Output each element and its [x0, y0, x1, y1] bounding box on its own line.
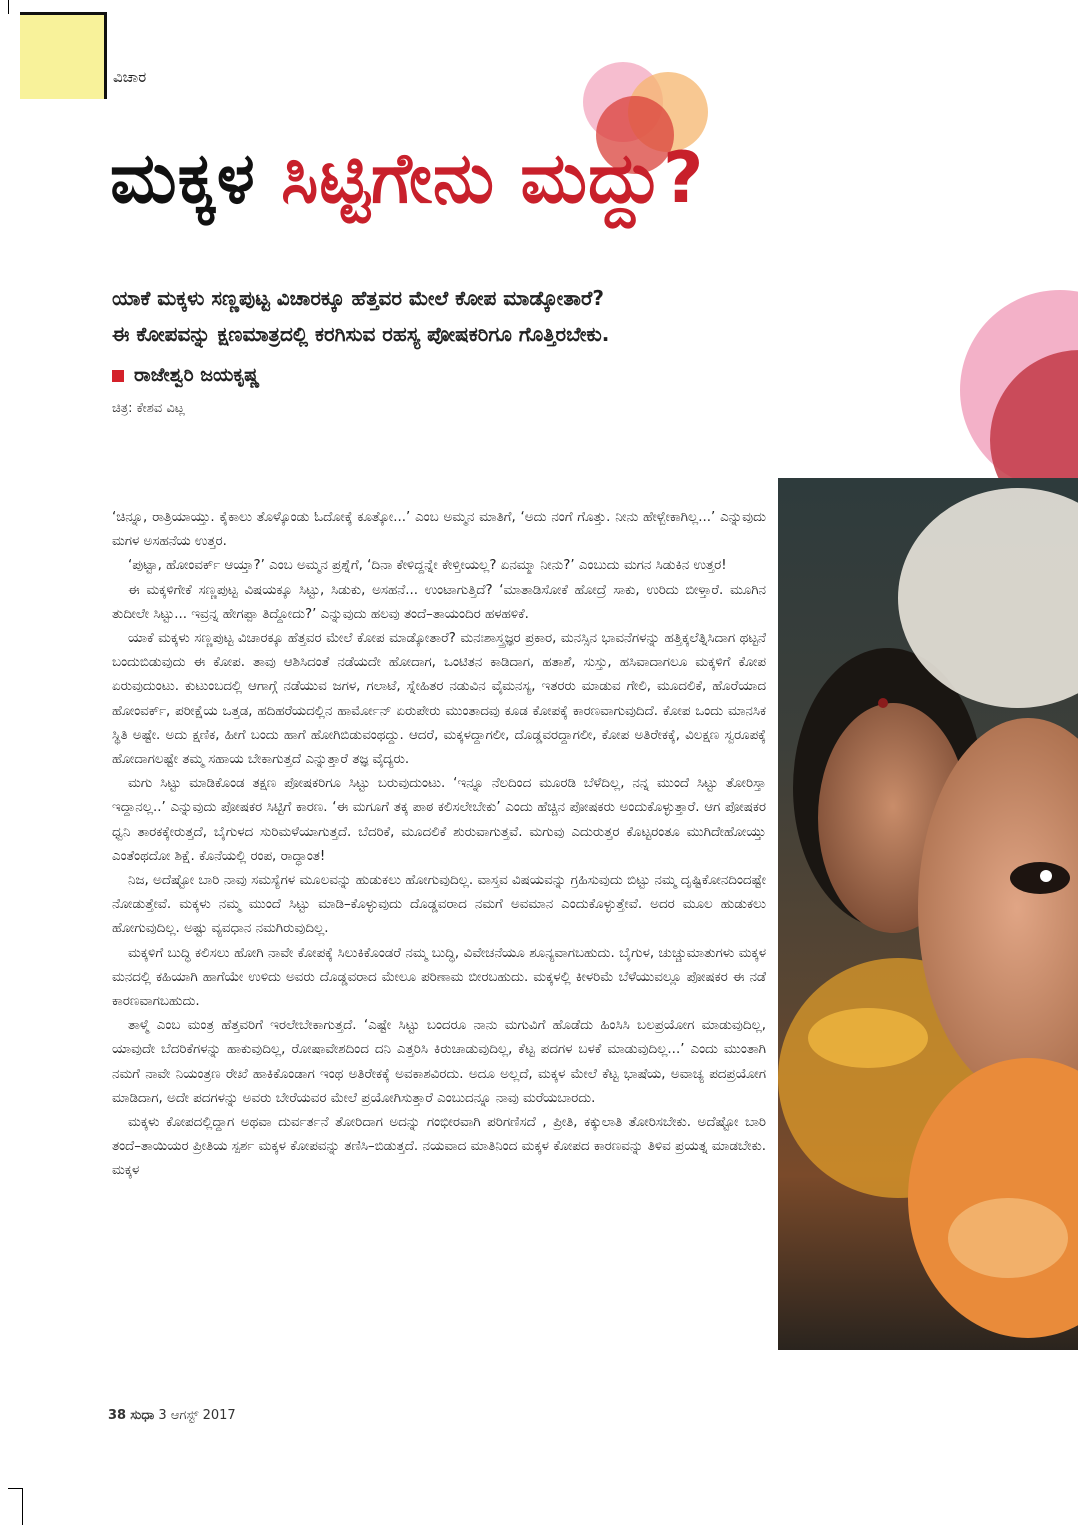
paragraph: ನಿಜ, ಅದೆಷ್ಟೋ ಬಾರಿ ನಾವು ಸಮಸ್ಯೆಗಳ ಮೂಲವನ್ನು ಹುಡುಕಲು ಹೋಗುವುದಿಲ್ಲ. ವಾಸ್ತವ ವಿಷಯವನ್ನು ಗ್ರಹಿಸುವುದು ಬಿಟ್ಟು ನಮ್ಮ ದೃಷ್ಟಿಕೋನದಿಂದಷ್ಟೇ ನೋಡುತ್ತೇವೆ. ಮಕ್ಕಳು ನಮ್ಮ ಮುಂದೆ ಸಿಟ್ಟು ಮಾಡಿ–ಕೊಳ್ಳುವುದು ದೊಡ್ಡವರಾದ ನಮಗೆ ಅವಮಾನ ಎಂದುಕೊಳ್ಳುತ್ತೇವೆ. ಅದರ ಮೂಲ ಹುಡುಕಲು ಹೋಗುವುದಿಲ್ಲ. ಅಷ್ಟು ವ್ಯವಧಾನ ನಮಗಿರುವುದಿಲ್ಲ. — [112, 873, 766, 937]
paragraph: ತಾಳ್ಮೆ ಎಂಬ ಮಂತ್ರ ಹೆತ್ತವರಿಗೆ ಇರಲೇಬೇಕಾಗುತ್ತದೆ. ‘ಎಷ್ಟೇ ಸಿಟ್ಟು ಬಂದರೂ ನಾನು ಮಗುವಿಗೆ ಹೊಡೆದು ಹಿಂಸಿಸಿ ಬಲಪ್ರಯೋಗ ಮಾಡುವುದಿಲ್ಲ, ಯಾವುದೇ ಬೆದರಿಕೆಗಳನ್ನು ಹಾಕುವುದಿಲ್ಲ, ರೋಷಾವೇಶದಿಂದ ದನಿ ಎತ್ತರಿಸಿ ಕಿರುಚಾಡುವುದಿಲ್ಲ, ಕೆಟ್ಟ ಪದಗಳ ಬಳಕೆ ಮಾಡುವುದಿಲ್ಲ...’ ಎಂದು ಮುಂತಾಗಿ ನಮಗೆ ನಾವೇ ನಿಯಂತ್ರಣ ರೇಖೆ ಹಾಕಿಕೊಂಡಾಗ ಇಂಥ ಅತಿರೇಕಕ್ಕೆ ಅವಕಾಶವಿರದು. ಅದೂ ಅಲ್ಲದೆ, ಮಕ್ಕಳ ಮೇಲೆ ಕೆಟ್ಟ ಭಾಷೆಯ, ಅವಾಚ್ಯ ಪದಪ್ರಯೋಗ ಮಾಡಿದಾಗ, ಅದೇ ಪದಗಳನ್ನು ಅವರು ಬೇರೆಯವರ ಮೇಲೆ ಪ್ರಯೋಗಿಸುತ್ತಾರೆ ಎಂಬುದನ್ನೂ ನಾವು ಮರೆಯಬಾರದು. — [112, 1018, 766, 1106]
section-accent-block — [20, 12, 107, 99]
paragraph: ಈ ಮಕ್ಕಳಿಗೇಕೆ ಸಣ್ಣಪುಟ್ಟ ವಿಷಯಕ್ಕೂ ಸಿಟ್ಟು, ಸಿಡುಕು, ಅಸಹನೆ... ಉಂಟಾಗುತ್ತಿದೆ? ‘ಮಾತಾಡಿಸೋಕೆ ಹೋದ್ರೆ ಸಾಕು, ಉರಿದು ಬೀಳ್ತಾರೆ. ಮೂಗಿನ ತುದೀಲೇ ಸಿಟ್ಟು... ಇವ್ರನ್ನ ಹೇಗಪ್ಪಾ ತಿದ್ದೋದು?’ ಎನ್ನುವುದು ಹಲವು ತಂದೆ–ತಾಯಂದಿರ ಹಳಹಳಿಕೆ. — [112, 582, 766, 622]
deck-line-2: ಈ ಕೋಪವನ್ನು ಕ್ಷಣಮಾತ್ರದಲ್ಲಿ ಕರಗಿಸುವ ರಹಸ್ಯ ಪೋಷಕರಿಗೂ ಗೊತ್ತಿರಬೇಕು. — [112, 322, 610, 346]
paragraph: ‘ಪುಟ್ಟಾ, ಹೋಂವರ್ಕ್ ಆಯ್ತಾ?’ ಎಂಬ ಅಮ್ಮನ ಪ್ರಶ್ನೆಗೆ, ‘ದಿನಾ ಕೇಳಿದ್ದನ್ನೇ ಕೇಳ್ತೀಯಲ್ಲ? ಏನಮ್ಮಾ ನೀನು?’ ಎಂಬುದು ಮಗನ ಸಿಡುಕಿನ ಉತ್ತರ! — [128, 558, 727, 574]
magazine-name: ಸುಧಾ — [130, 1408, 155, 1423]
byline — [112, 364, 260, 386]
paragraph: ‘ಚಿನ್ನೂ, ರಾತ್ರಿಯಾಯ್ತು. ಕೈಕಾಲು ತೊಳ್ಕೊಂಡು ಓದೋಕ್ಕೆ ಕೂತ್ಕೋ...’ ಎಂಬ ಅಮ್ಮನ ಮಾತಿಗೆ, ‘ಅದು ನಂಗೆ ಗೊತ್ತು. ನೀನು ಹೇಳ್ಬೇಕಾಗಿಲ್ಲ...’ ಎನ್ನುವುದು ಮಗಳ ಅಸಹನೆಯ ಉತ್ತರ. — [112, 510, 766, 550]
crop-mark-top — [8, 0, 9, 14]
issue-date: 3 ಆಗಸ್ಟ್ 2017 — [158, 1408, 236, 1423]
headline — [110, 137, 705, 219]
byline-square-icon — [112, 370, 124, 382]
page-footer — [108, 1408, 236, 1423]
headline-part-1: ಮಕ್ಕಳ — [110, 137, 256, 219]
page-number: 38 — [108, 1408, 127, 1423]
paragraph: ಮಗು ಸಿಟ್ಟು ಮಾಡಿಕೊಂಡ ತಕ್ಷಣ ಪೋಷಕರಿಗೂ ಸಿಟ್ಟು ಬರುವುದುಂಟು. ‘ಇನ್ನೂ ನೆಲದಿಂದ ಮೂರಡಿ ಬೆಳೆದಿಲ್ಲ, ನನ್ನ ಮುಂದೆ ಸಿಟ್ಟು ತೋರಿಸ್ತಾ ಇದ್ದಾನಲ್ಲ..’ ಎನ್ನುವುದು ಪೋಷಕರ ಸಿಟ್ಟಿಗೆ ಕಾರಣ. ‘ಈ ಮಗೂಗೆ ತಕ್ಕ ಪಾಠ ಕಲಿಸಲೇಬೇಕು’ ಎಂದು ಹೆಚ್ಚಿನ ಪೋಷಕರು ಅಂದುಕೊಳ್ಳುತ್ತಾರೆ. ಆಗ ಪೋಷಕರ ಧ್ವನಿ ತಾರಕಕ್ಕೇರುತ್ತದೆ, ಬೈಗುಳದ ಸುರಿಮಳೆಯಾಗುತ್ತದೆ. ಬೆದರಿಕೆ, ಮೂದಲಿಕೆ ಶುರುವಾಗುತ್ತವೆ. ಮಗುವು ಎದುರುತ್ತರ ಕೊಟ್ಟರಂತೂ ಮುಗಿದೇಹೋಯ್ತು ಎಂತೆಂಥದೋ ಶಿಕ್ಷೆ. ಕೊನೆಯಲ್ಲಿ ರಂಪ, ರಾದ್ಧಾಂತ! — [112, 776, 766, 864]
article-body — [112, 506, 766, 1184]
headline-part-2: ಸಿಟ್ಟಿಗೇನು ಮದ್ದು? — [281, 137, 705, 219]
paragraph: ಮಕ್ಕಳು ಕೋಪದಲ್ಲಿದ್ದಾಗ ಅಥವಾ ದುರ್ವರ್ತನೆ ತೋರಿದಾಗ ಅದನ್ನು ಗಂಭೀರವಾಗಿ ಪರಿಗಣಿಸದೆ , ಪ್ರೀತಿ, ಕಕ್ಕುಲಾತಿ ತೋರಿಸಬೇಕು. ಅದೆಷ್ಟೋ ಬಾರಿ ತಂದೆ–ತಾಯಿಯರ ಪ್ರೀತಿಯ ಸ್ಪರ್ಶ ಮಕ್ಕಳ ಕೋಪವನ್ನು ತಣಿಸಿ–ಬಿಡುತ್ತದೆ. ನಯವಾದ ಮಾತಿನಿಂದ ಮಕ್ಕಳ ಕೋಪದ ಕಾರಣವನ್ನು ತಿಳಿವ ಪ್ರಯತ್ನ ಮಾಡಬೇಕು. ಮಕ್ಕಳ — [112, 1115, 766, 1179]
photo-illustration — [778, 478, 1078, 1350]
paragraph: ಯಾಕೆ ಮಕ್ಕಳು ಸಣ್ಣಪುಟ್ಟ ವಿಚಾರಕ್ಕೂ ಹೆತ್ತವರ ಮೇಲೆ ಕೋಪ ಮಾಡ್ಕೋತಾರೆ? ಮನಃಶಾಸ್ತ್ರಜ್ಞರ ಪ್ರಕಾರ, ಮನಸ್ಸಿನ ಭಾವನೆಗಳನ್ನು ಹತ್ತಿಕ್ಕಲೆತ್ನಿಸಿದಾಗ ಥಟ್ಟನೆ ಬಂದುಬಿಡುವುದು ಈ ಕೋಪ. ತಾವು ಆಶಿಸಿದಂತೆ ನಡೆಯದೇ ಹೋದಾಗ, ಒಂಟಿತನ ಕಾಡಿದಾಗ, ಹತಾಶೆ, ಸುಸ್ತು, ಹಸಿವಾದಾಗಲೂ ಮಕ್ಕಳಿಗೆ ಕೋಪ ಏರುವುದುಂಟು. ಕುಟುಂಬದಲ್ಲಿ ಆಗಾಗ್ಗೆ ನಡೆಯುವ ಜಗಳ, ಗಲಾಟೆ, ಸ್ನೇಹಿತರ ನಡುವಿನ ವೈಮನಸ್ಯ, ಇತರರು ಮಾಡುವ ಗೇಲಿ, ಮೂದಲಿಕೆ, ಹೊರೆಯಾದ ಹೋಂವರ್ಕ್, ಪರೀಕ್ಷೆಯ ಒತ್ತಡ, ಹದಿಹರೆಯದಲ್ಲಿನ ಹಾರ್ಮೋನ್ ಏರುಪೇರು ಮುಂತಾದವು ಕೂಡ ಕೋಪಕ್ಕೆ ಕಾರಣವಾಗುವುದಿದೆ. ಕೋಪ ಒಂದು ಮಾನಸಿಕ ಸ್ಥಿತಿ ಅಷ್ಟೇ. ಅದು ಕ್ಷಣಿಕ, ಹೀಗೆ ಬಂದು ಹಾಗೆ ಹೋಗಿಬಿಡುವಂಥದ್ದು. ಆದರೆ, ಮಕ್ಕಳದ್ದಾಗಲೀ, ದೊಡ್ಡವರದ್ದಾಗಲೀ, ಕೋಪ ಅತಿರೇಕಕ್ಕೆ, ವಿಲಕ್ಷಣ ಸ್ವರೂಪಕ್ಕೆ ಹೋದಾಗಲಷ್ಟೇ ತಮ್ಮ ಸಹಾಯ ಬೇಕಾಗುತ್ತದೆ ಎನ್ನುತ್ತಾರೆ ತಜ್ಞ ವೈದ್ಯರು. — [112, 631, 766, 768]
photo-credit: ಚಿತ್ರ: ಕೇಶವ ವಿಟ್ಲ — [112, 401, 185, 416]
paragraph: ಮಕ್ಕಳಿಗೆ ಬುದ್ಧಿ ಕಲಿಸಲು ಹೋಗಿ ನಾವೇ ಕೋಪಕ್ಕೆ ಸಿಲುಕಿಕೊಂಡರೆ ನಮ್ಮ ಬುದ್ಧಿ, ವಿವೇಚನೆಯೂ ಶೂನ್ಯವಾಗಬಹುದು. ಬೈಗುಳ, ಚುಚ್ಚುಮಾತುಗಳು ಮಕ್ಕಳ ಮನದಲ್ಲಿ ಕಹಿಯಾಗಿ ಹಾಗೆಯೇ ಉಳಿದು ಅವರು ದೊಡ್ಡವರಾದ ಮೇಲೂ ಪರಿಣಾಮ ಬೀರಬಹುದು. ಮಕ್ಕಳಲ್ಲಿ ಕೀಳರಿಮೆ ಬೆಳೆಯುವಲ್ಲೂ ಪೋಷಕರ ಈ ನಡೆ ಕಾರಣವಾಗಬಹುದು. — [112, 945, 766, 1010]
deck — [112, 280, 792, 352]
byline-author: ರಾಜೇಶ್ವರಿ ಜಯಕೃಷ್ಣ — [134, 364, 260, 386]
crop-mark-bottom — [8, 1488, 22, 1489]
section-label: ವಿಚಾರ — [113, 68, 147, 86]
article-photo — [778, 478, 1078, 1350]
crop-mark-bottom-v — [22, 1488, 23, 1525]
deck-line-1: ಯಾಕೆ ಮಕ್ಕಳು ಸಣ್ಣಪುಟ್ಟ ವಿಚಾರಕ್ಕೂ ಹೆತ್ತವರ ಮೇಲೆ ಕೋಪ ಮಾಡ್ಕೋತಾರೆ? — [112, 286, 604, 310]
